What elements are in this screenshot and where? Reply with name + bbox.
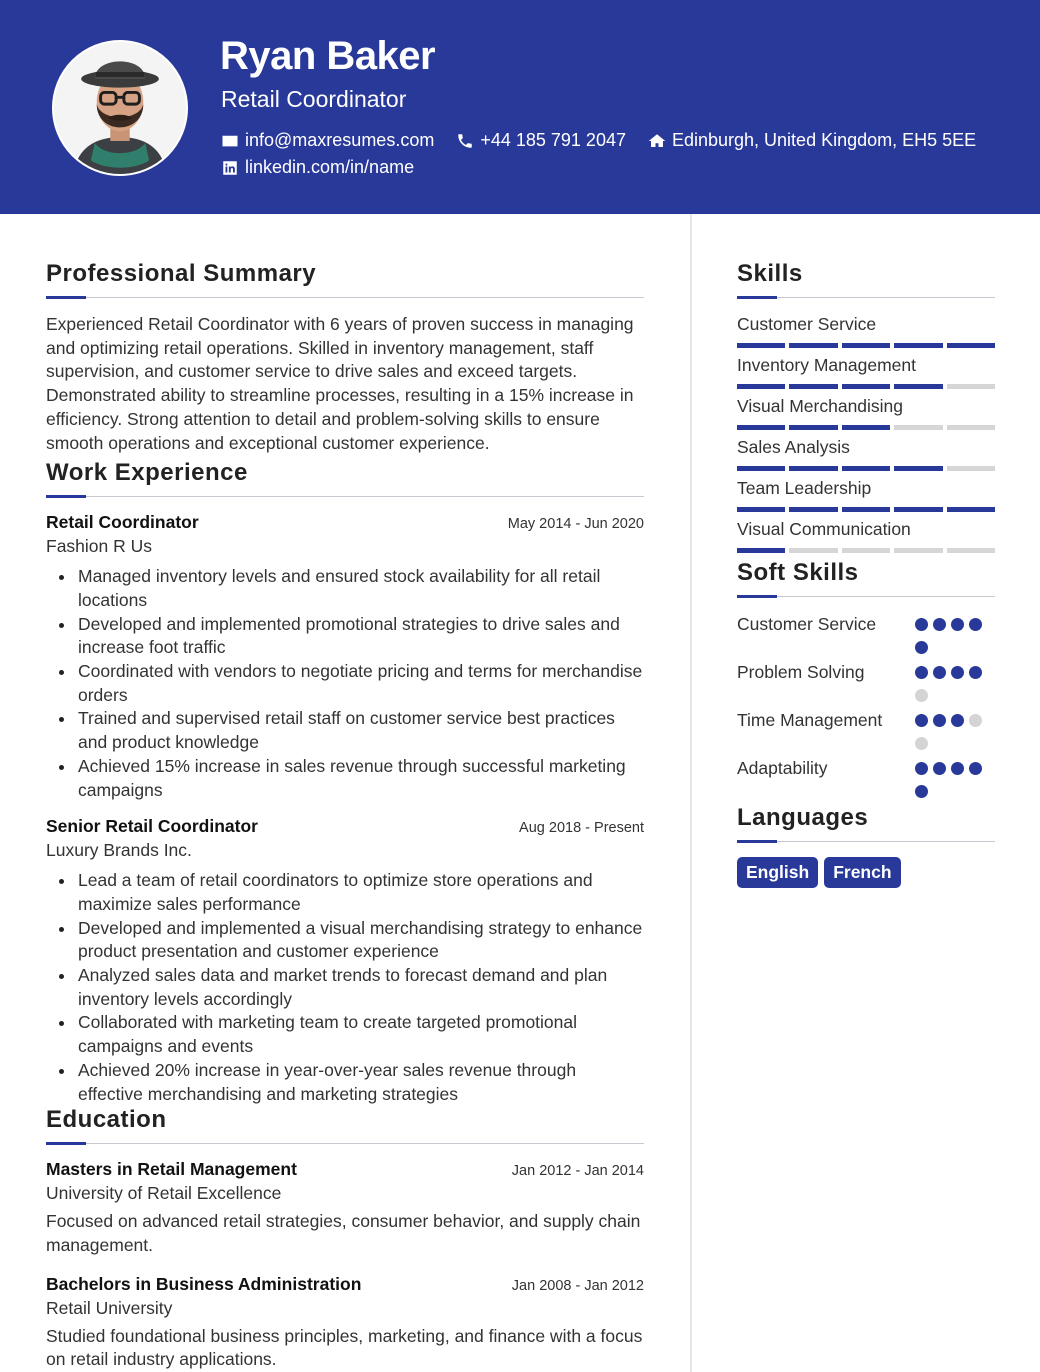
contact-location: [648, 130, 976, 151]
skill-name: Inventory Management: [737, 355, 916, 375]
soft-skill-name: Customer Service: [737, 614, 877, 634]
contact-linkedin-text: linkedin.com/in/name: [245, 157, 415, 177]
resume-header: [0, 0, 1040, 214]
skill-level-segment: [789, 548, 837, 553]
contact-phone-text: +44 185 791 2047: [480, 130, 626, 150]
rating-dot: [969, 762, 982, 775]
education-section: [46, 1104, 644, 1372]
job-bullet: Coordinated with vendors to negotiate pricing and terms for merchandise orders: [46, 660, 644, 707]
profile-photo-illustration: [54, 42, 186, 174]
rating-dot: [969, 714, 982, 727]
skill-item: [737, 313, 995, 348]
job-entry: [46, 816, 644, 1106]
skills-heading: Skills: [737, 260, 803, 287]
job-bullet: Developed and implemented a visual merchandising strategy to enhance product presentation and customer experience: [46, 917, 644, 964]
skill-name: Sales Analysis: [737, 437, 850, 457]
contact-linkedin[interactable]: [221, 157, 414, 178]
candidate-name: Ryan Baker: [220, 34, 436, 78]
section-rule: [46, 495, 644, 498]
skill-level-segment: [947, 425, 995, 430]
education-entry: [46, 1274, 644, 1372]
contact-row-secondary: [221, 157, 436, 178]
job-bullet: Analyzed sales data and market trends to forecast demand and plan inventory levels accordingly: [46, 964, 644, 1011]
skill-level-segment: [947, 384, 995, 389]
soft-skill-rating: [915, 612, 995, 654]
rating-dot: [933, 618, 946, 631]
rating-dot: [951, 666, 964, 679]
skill-level-segment: [789, 425, 837, 430]
skill-level-segment: [894, 507, 942, 512]
education-entry: [46, 1159, 644, 1257]
skill-name: Team Leadership: [737, 478, 872, 498]
skill-level-segment: [894, 343, 942, 348]
skill-item: [737, 518, 995, 553]
rating-dot: [915, 737, 928, 750]
soft-skills-section: [737, 557, 995, 798]
languages-heading: Languages: [737, 804, 869, 831]
skill-level-segment: [789, 466, 837, 471]
profile-photo: [52, 40, 188, 176]
skill-level-segment: [894, 466, 942, 471]
skill-item: [737, 436, 995, 471]
soft-skill-item: [737, 660, 995, 702]
contact-phone[interactable]: [456, 130, 626, 151]
skill-level-segment: [842, 507, 890, 512]
job-bullet: Trained and supervised retail staff on customer service best practices and product knowledge: [46, 707, 644, 754]
skill-level-bar: [737, 548, 995, 553]
candidate-title: Retail Coordinator: [221, 86, 407, 112]
skill-item: [737, 354, 995, 389]
skill-level-segment: [894, 425, 942, 430]
summary-text: Experienced Retail Coordinator with 6 years of proven success in managing and optimizing retail operations. Skilled in inventory management, staff supervision, and customer service to drive sales and exceed targets. Demonstrated ability to streamline processes, resulting in a 15% increase in efficiency. Strong attention to detail and problem-solving skills to ensure smooth operations and exceptional customer experience.: [46, 314, 634, 453]
soft-skills-list: [737, 612, 995, 798]
rating-dot: [933, 762, 946, 775]
skill-level-segment: [947, 507, 995, 512]
skill-item: [737, 395, 995, 430]
soft-skill-name: Adaptability: [737, 758, 828, 778]
skill-level-bar: [737, 507, 995, 512]
job-title: Senior Retail Coordinator: [46, 816, 258, 837]
skill-level-segment: [894, 384, 942, 389]
envelope-icon: [221, 132, 239, 150]
education-heading: Education: [46, 1106, 167, 1134]
rating-dot: [915, 714, 928, 727]
soft-skills-heading: Soft Skills: [737, 559, 859, 586]
soft-skill-name: Time Management: [737, 710, 883, 730]
skill-level-segment: [789, 343, 837, 348]
sidebar-column: [737, 258, 995, 888]
skill-level-segment: [737, 425, 785, 430]
skill-name: Visual Merchandising: [737, 396, 904, 416]
skill-level-segment: [737, 548, 785, 553]
job-bullet: Achieved 15% increase in sales revenue through successful marketing campaigns: [46, 755, 644, 802]
skill-level-segment: [737, 466, 785, 471]
languages-list: [737, 857, 995, 888]
school-name: University of Retail Excellence: [46, 1183, 282, 1204]
soft-skill-item: [737, 612, 995, 654]
skill-level-segment: [737, 343, 785, 348]
skill-level-bar: [737, 343, 995, 348]
section-rule: [737, 296, 995, 299]
education-description: Focused on advanced retail strategies, consumer behavior, and supply chain management.: [46, 1211, 641, 1255]
skill-level-segment: [842, 425, 890, 430]
soft-skill-rating: [915, 708, 995, 750]
skill-level-segment: [842, 343, 890, 348]
rating-dot: [915, 618, 928, 631]
rating-dot: [915, 785, 928, 798]
section-rule: [46, 296, 644, 299]
skill-level-segment: [789, 384, 837, 389]
skill-name: Visual Communication: [737, 519, 911, 539]
job-bullet: Lead a team of retail coordinators to optimize store operations and maximize sales performance: [46, 869, 644, 916]
summary-heading: Professional Summary: [46, 260, 317, 287]
section-rule: [46, 1142, 644, 1145]
skill-level-segment: [737, 384, 785, 389]
rating-dot: [915, 641, 928, 654]
job-date: Aug 2018 - Present: [519, 820, 644, 837]
skill-level-bar: [737, 425, 995, 430]
degree-title: Bachelors in Business Administration: [46, 1273, 362, 1294]
column-divider: [690, 214, 692, 1372]
job-bullets: [46, 565, 644, 802]
rating-dot: [933, 714, 946, 727]
contact-email[interactable]: [221, 130, 434, 151]
skill-name: Customer Service: [737, 314, 877, 334]
skill-level-segment: [947, 343, 995, 348]
work-heading: Work Experience: [46, 459, 248, 487]
skills-section: [737, 258, 995, 553]
skill-level-segment: [947, 466, 995, 471]
rating-dot: [969, 666, 982, 679]
soft-skill-rating: [915, 756, 995, 798]
job-bullet: Achieved 20% increase in year-over-year sales revenue through effective merchandising and marketing strategies: [46, 1059, 644, 1106]
job-bullet: Managed inventory levels and ensured stock availability for all retail locations: [46, 565, 644, 612]
job-entry: [46, 512, 644, 802]
language-badge: English: [737, 857, 818, 888]
skill-level-bar: [737, 384, 995, 389]
skill-level-segment: [947, 548, 995, 553]
home-icon: [648, 132, 666, 150]
school-name: Retail University: [46, 1297, 173, 1318]
section-rule: [737, 595, 995, 598]
skill-level-segment: [894, 548, 942, 553]
skill-level-segment: [737, 507, 785, 512]
rating-dot: [951, 714, 964, 727]
rating-dot: [951, 618, 964, 631]
rating-dot: [915, 689, 928, 702]
rating-dot: [933, 666, 946, 679]
languages-section: [737, 802, 995, 888]
soft-skill-name: Problem Solving: [737, 662, 865, 682]
section-rule: [737, 840, 995, 843]
skill-level-segment: [842, 466, 890, 471]
soft-skill-rating: [915, 660, 995, 702]
job-bullets: [46, 869, 644, 1106]
summary-section: [46, 258, 644, 455]
skill-level-segment: [842, 548, 890, 553]
main-column: [46, 258, 644, 1372]
education-date: Jan 2008 - Jan 2012: [511, 1277, 644, 1294]
job-title: Retail Coordinator: [46, 512, 199, 533]
contact-email-text: info@maxresumes.com: [245, 130, 435, 150]
job-bullet: Developed and implemented promotional strategies to drive sales and increase foot traffic: [46, 613, 644, 660]
job-company: Luxury Brands Inc.: [46, 840, 192, 861]
phone-icon: [456, 132, 474, 150]
skills-list: [737, 313, 995, 553]
contact-row-primary: [221, 130, 998, 151]
rating-dot: [915, 666, 928, 679]
skill-level-bar: [737, 466, 995, 471]
soft-skill-item: [737, 708, 995, 750]
linkedin-icon: [221, 159, 239, 177]
work-section: [46, 457, 644, 1106]
education-description: Studied foundational business principles, marketing, and finance with a focus on retail industry applications.: [46, 1325, 643, 1370]
skill-level-segment: [842, 384, 890, 389]
rating-dot: [969, 618, 982, 631]
rating-dot: [915, 762, 928, 775]
job-company: Fashion R Us: [46, 536, 153, 557]
education-date: Jan 2012 - Jan 2014: [511, 1163, 644, 1180]
skill-item: [737, 477, 995, 512]
contact-location-text: Edinburgh, United Kingdom, EH5 5EE: [671, 130, 977, 150]
language-badge: French: [824, 857, 900, 888]
job-bullet: Collaborated with marketing team to create targeted promotional campaigns and events: [46, 1011, 644, 1058]
soft-skill-item: [737, 756, 995, 798]
skill-level-segment: [789, 507, 837, 512]
degree-title: Masters in Retail Management: [46, 1159, 297, 1180]
rating-dot: [951, 762, 964, 775]
job-date: May 2014 - Jun 2020: [507, 516, 644, 533]
